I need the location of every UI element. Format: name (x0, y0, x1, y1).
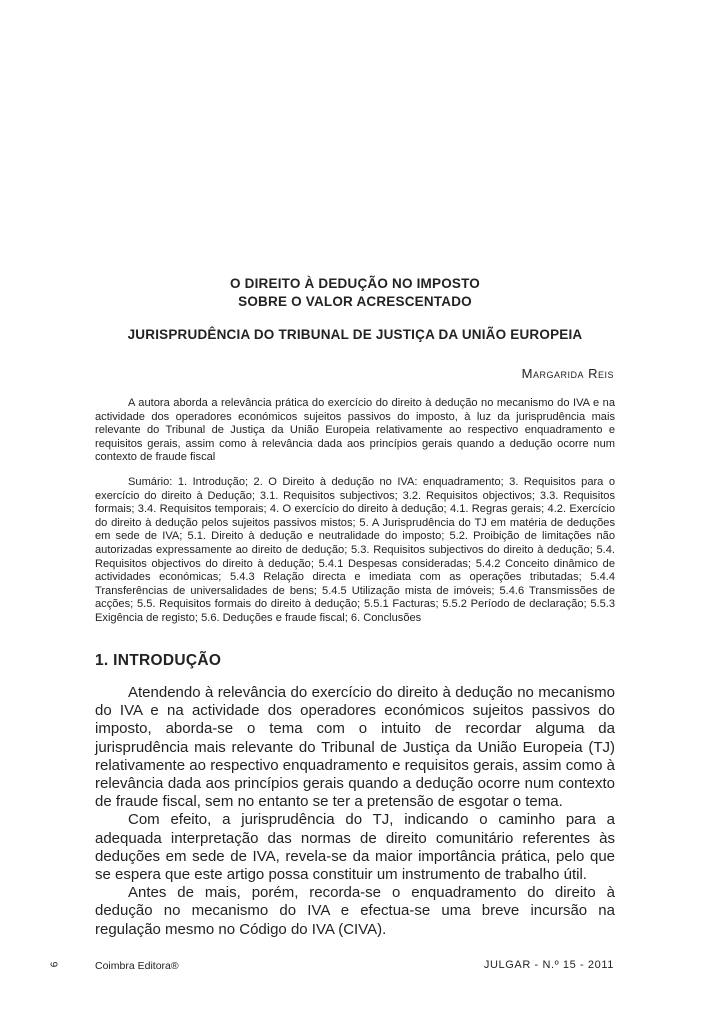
abstract-paragraph: A autora aborda a relevância prática do exercício do direito à dedução no mecanismo do IVA e na actividade dos operadores económicos sujeitos passivos do imposto, à luz da jurisprudência mais relevante do Tribunal de Justiça da União Europeia relativamente ao respectivo enquadramento e requisitos gerais, assim como à relevância dada aos princípios gerais quando a dedução ocorre num contexto de fraude fiscal (95, 397, 615, 464)
page-number: 6 (49, 961, 61, 968)
body-paragraph: Atendendo à relevância do exercício do direito à dedução no mecanismo do IVA e na actividade dos operadores económicos sujeitos passivos do imposto, aborda-se o tema com o intuito de recordar alguma da jurisprudência mais relevante do Tribunal de Justiça da União Europeia (TJ) relativamente ao respectivo enquadramento e requisitos gerais, assim como à relevância dada aos princípios gerais quando a dedução ocorre num contexto de fraude fiscal, sem no entanto se ter a pretensão de esgotar o tema. (95, 684, 615, 811)
article-title-line-2: SOBRE O VALOR ACRESCENTADO (238, 294, 472, 309)
article-subtitle: JURISPRUDÊNCIA DO TRIBUNAL DE JUSTIÇA DA UNIÃO EUROPEIA (127, 327, 583, 342)
summary-paragraph: Sumário: 1. Introdução; 2. O Direito à dedução no IVA: enquadramento; 3. Requisitos para o exercício do direito à Dedução; 3.1. Requisitos subjectivos; 3.2. Requisitos objectivos; 3.3. Requisitos formais; 3.4. Requisitos temporais; 4. O exercício do direito à dedução; 4.1. Regras gerais; 4.2. Exercício do direito à dedução pelos sujeitos passivos mistos; 5. A Jurisprudência do TJ em matéria de deduções em sede de IVA; 5.1. Direito à dedução e neutralidade do imposto; 5.2. Proibição de limitações não autorizadas expressamente ao direito de dedução; 5.3. Requisitos subjectivos do direito à dedução; 5.4. Requisitos objectivos do direito à dedução; 5.4.1 Despesas consideradas; 5.4.2 Conceito dinâmico de actividades económicas; 5.4.3 Relação directa e imediata com as operações tributadas; 5.4.4 Transferências de universalidades de bens; 5.4.5 Utilização mista de imóveis; 5.4.6 Transmissões de acções; 5.5. Requisitos formais do direito à dedução; 5.5.1 Facturas; 5.5.2 Período de declaração; 5.5.3 Exigência de registo; 5.6. Deduções e fraude fiscal; 6. Conclusões (95, 476, 615, 624)
article-title (95, 275, 615, 311)
section-heading: 1. INTRODUÇÃO (95, 652, 222, 669)
article-title-line-1: O DIREITO À DEDUÇÃO NO IMPOSTO (229, 276, 481, 291)
section-body (95, 684, 615, 939)
publisher-name: Coimbra Editora® (95, 960, 179, 972)
journal-reference: JULGAR - N.º 15 - 2011 (483, 959, 614, 971)
body-paragraph: Antes de mais, porém, recorda-se o enquadramento do direito à dedução no mecanismo do IVA e efectua-se uma breve incursão na regulação mesmo no Código do IVA (CIVA). (95, 884, 615, 938)
body-paragraph: Com efeito, a jurisprudência do TJ, indicando o caminho para a adequada interpretação das normas de direito comunitário referentes às deduções em sede de IVA, revela-se da maior importância prática, pelo que se espera que este artigo possa constituir um instrumento de trabalho útil. (95, 811, 615, 884)
author-name: Margarida Reis (521, 366, 614, 381)
